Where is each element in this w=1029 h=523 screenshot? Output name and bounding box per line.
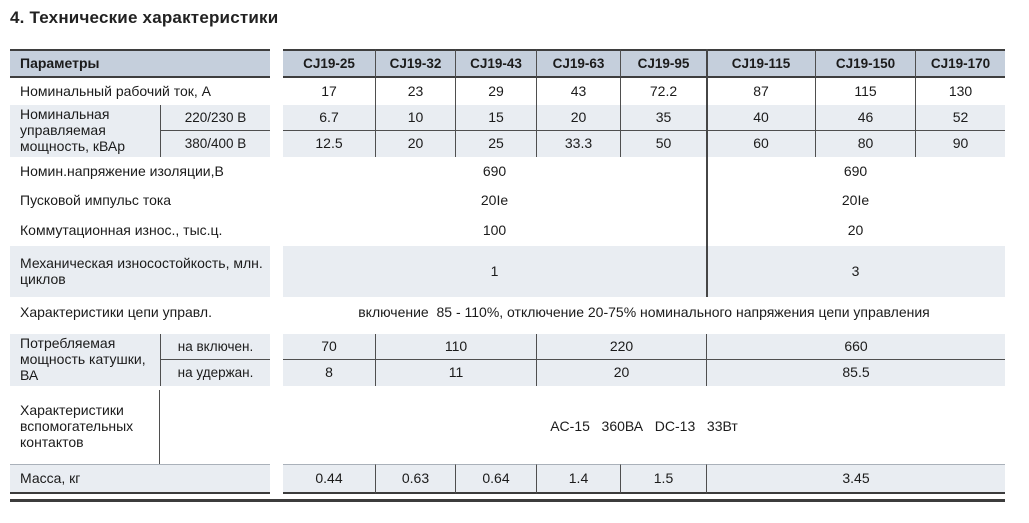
value-cell: 100 [482, 221, 507, 238]
row-label: Пусковой импульс тока [20, 191, 172, 208]
value-cell: 87 [706, 78, 815, 105]
value-cell: 60 [706, 131, 815, 157]
value-cell: включение 85 - 110%, отключение 20-75% номинального напряжения цепи управления [358, 304, 930, 321]
model-header: CJ19-25 [283, 49, 375, 78]
row-label: Потребляемая мощность катушки, ВА [10, 334, 160, 386]
value-cell: 43 [536, 78, 620, 105]
row-label: Характеристики цепи управл. [20, 304, 212, 321]
value-cell: 80 [815, 131, 915, 157]
model-header: CJ19-43 [455, 49, 536, 78]
model-header: CJ19-170 [915, 49, 1005, 78]
value-cell: 20Ie [841, 191, 870, 208]
value-cell: AC-15 360ВА DC-13 33Вт [550, 418, 738, 435]
model-header: CJ19-150 [815, 49, 915, 78]
row-label: Масса, кг [10, 464, 270, 494]
spec-table-grid [10, 49, 1005, 494]
value-cell: 72.2 [620, 78, 706, 105]
value-cell: 660 [706, 334, 1005, 360]
value-cell: 0.64 [455, 464, 536, 494]
value-cell: 3 [706, 246, 1005, 297]
value-cell: 90 [915, 131, 1005, 157]
value-cell: 15 [455, 105, 536, 131]
value-cell: 50 [620, 131, 706, 157]
value-cell: 690 [482, 162, 507, 179]
value-cell: 17 [321, 82, 337, 99]
value-cell: 70 [283, 334, 375, 360]
value-cell: 33.3 [536, 131, 620, 157]
value-cell: 20 [375, 131, 455, 157]
value-cell: 35 [620, 105, 706, 131]
value-cell: 20 [536, 105, 620, 131]
value-cell: 3.45 [706, 464, 1005, 494]
value-cell: 130 [915, 78, 1005, 105]
value-cell: 12.5 [283, 131, 375, 157]
value-cell: 0.63 [375, 464, 455, 494]
row-label: Номинальный рабочий ток, А [20, 82, 212, 99]
value-cell: 40 [706, 105, 815, 131]
row-label: Механическая износостойкость, млн. циклов [10, 246, 270, 297]
value-cell: 115 [815, 78, 915, 105]
sub-row-label: 380/400 В [160, 131, 270, 157]
group-divider-line [706, 49, 708, 297]
value-cell: 1 [283, 246, 706, 297]
value-cell: 690 [843, 162, 868, 179]
value-cell: 20 [536, 360, 706, 386]
value-cell: 1.4 [536, 464, 620, 494]
spec-table [10, 49, 1005, 502]
value-cell: 10 [375, 105, 455, 131]
value-cell: 1.5 [620, 464, 706, 494]
row-label: Характеристики вспомогательных контактов [10, 390, 160, 464]
model-header: CJ19-115 [706, 49, 815, 78]
value-cell: 25 [455, 131, 536, 157]
value-cell: 11 [375, 360, 536, 386]
row-label: Номинальная управляемая мощность, кВАр [10, 105, 160, 157]
value-cell: 110 [375, 334, 536, 360]
value-cell: 29 [455, 78, 536, 105]
row-label: Коммутационная износ., тыс.ц. [20, 221, 223, 238]
page-title: 4. Технические характеристики [10, 8, 279, 27]
sub-row-label: 220/230 В [160, 105, 270, 131]
sub-row-label: на включен. [160, 334, 270, 360]
value-cell: 46 [815, 105, 915, 131]
model-header: CJ19-95 [620, 49, 706, 78]
value-cell: 20Ie [480, 191, 509, 208]
value-cell: 6.7 [283, 105, 375, 131]
row-label: Номин.напряжение изоляции,В [20, 162, 224, 179]
value-cell: 20 [847, 221, 864, 238]
table-bottom-rule [10, 499, 1005, 502]
value-cell: 23 [375, 78, 455, 105]
model-header: CJ19-63 [536, 49, 620, 78]
params-header: Параметры [10, 49, 270, 78]
sub-row-label: на удержан. [160, 360, 270, 386]
value-cell: 8 [283, 360, 375, 386]
value-cell: 85.5 [706, 360, 1005, 386]
value-cell: 52 [915, 105, 1005, 131]
model-header: CJ19-32 [375, 49, 455, 78]
value-cell: 0.44 [283, 464, 375, 494]
value-cell: 220 [536, 334, 706, 360]
